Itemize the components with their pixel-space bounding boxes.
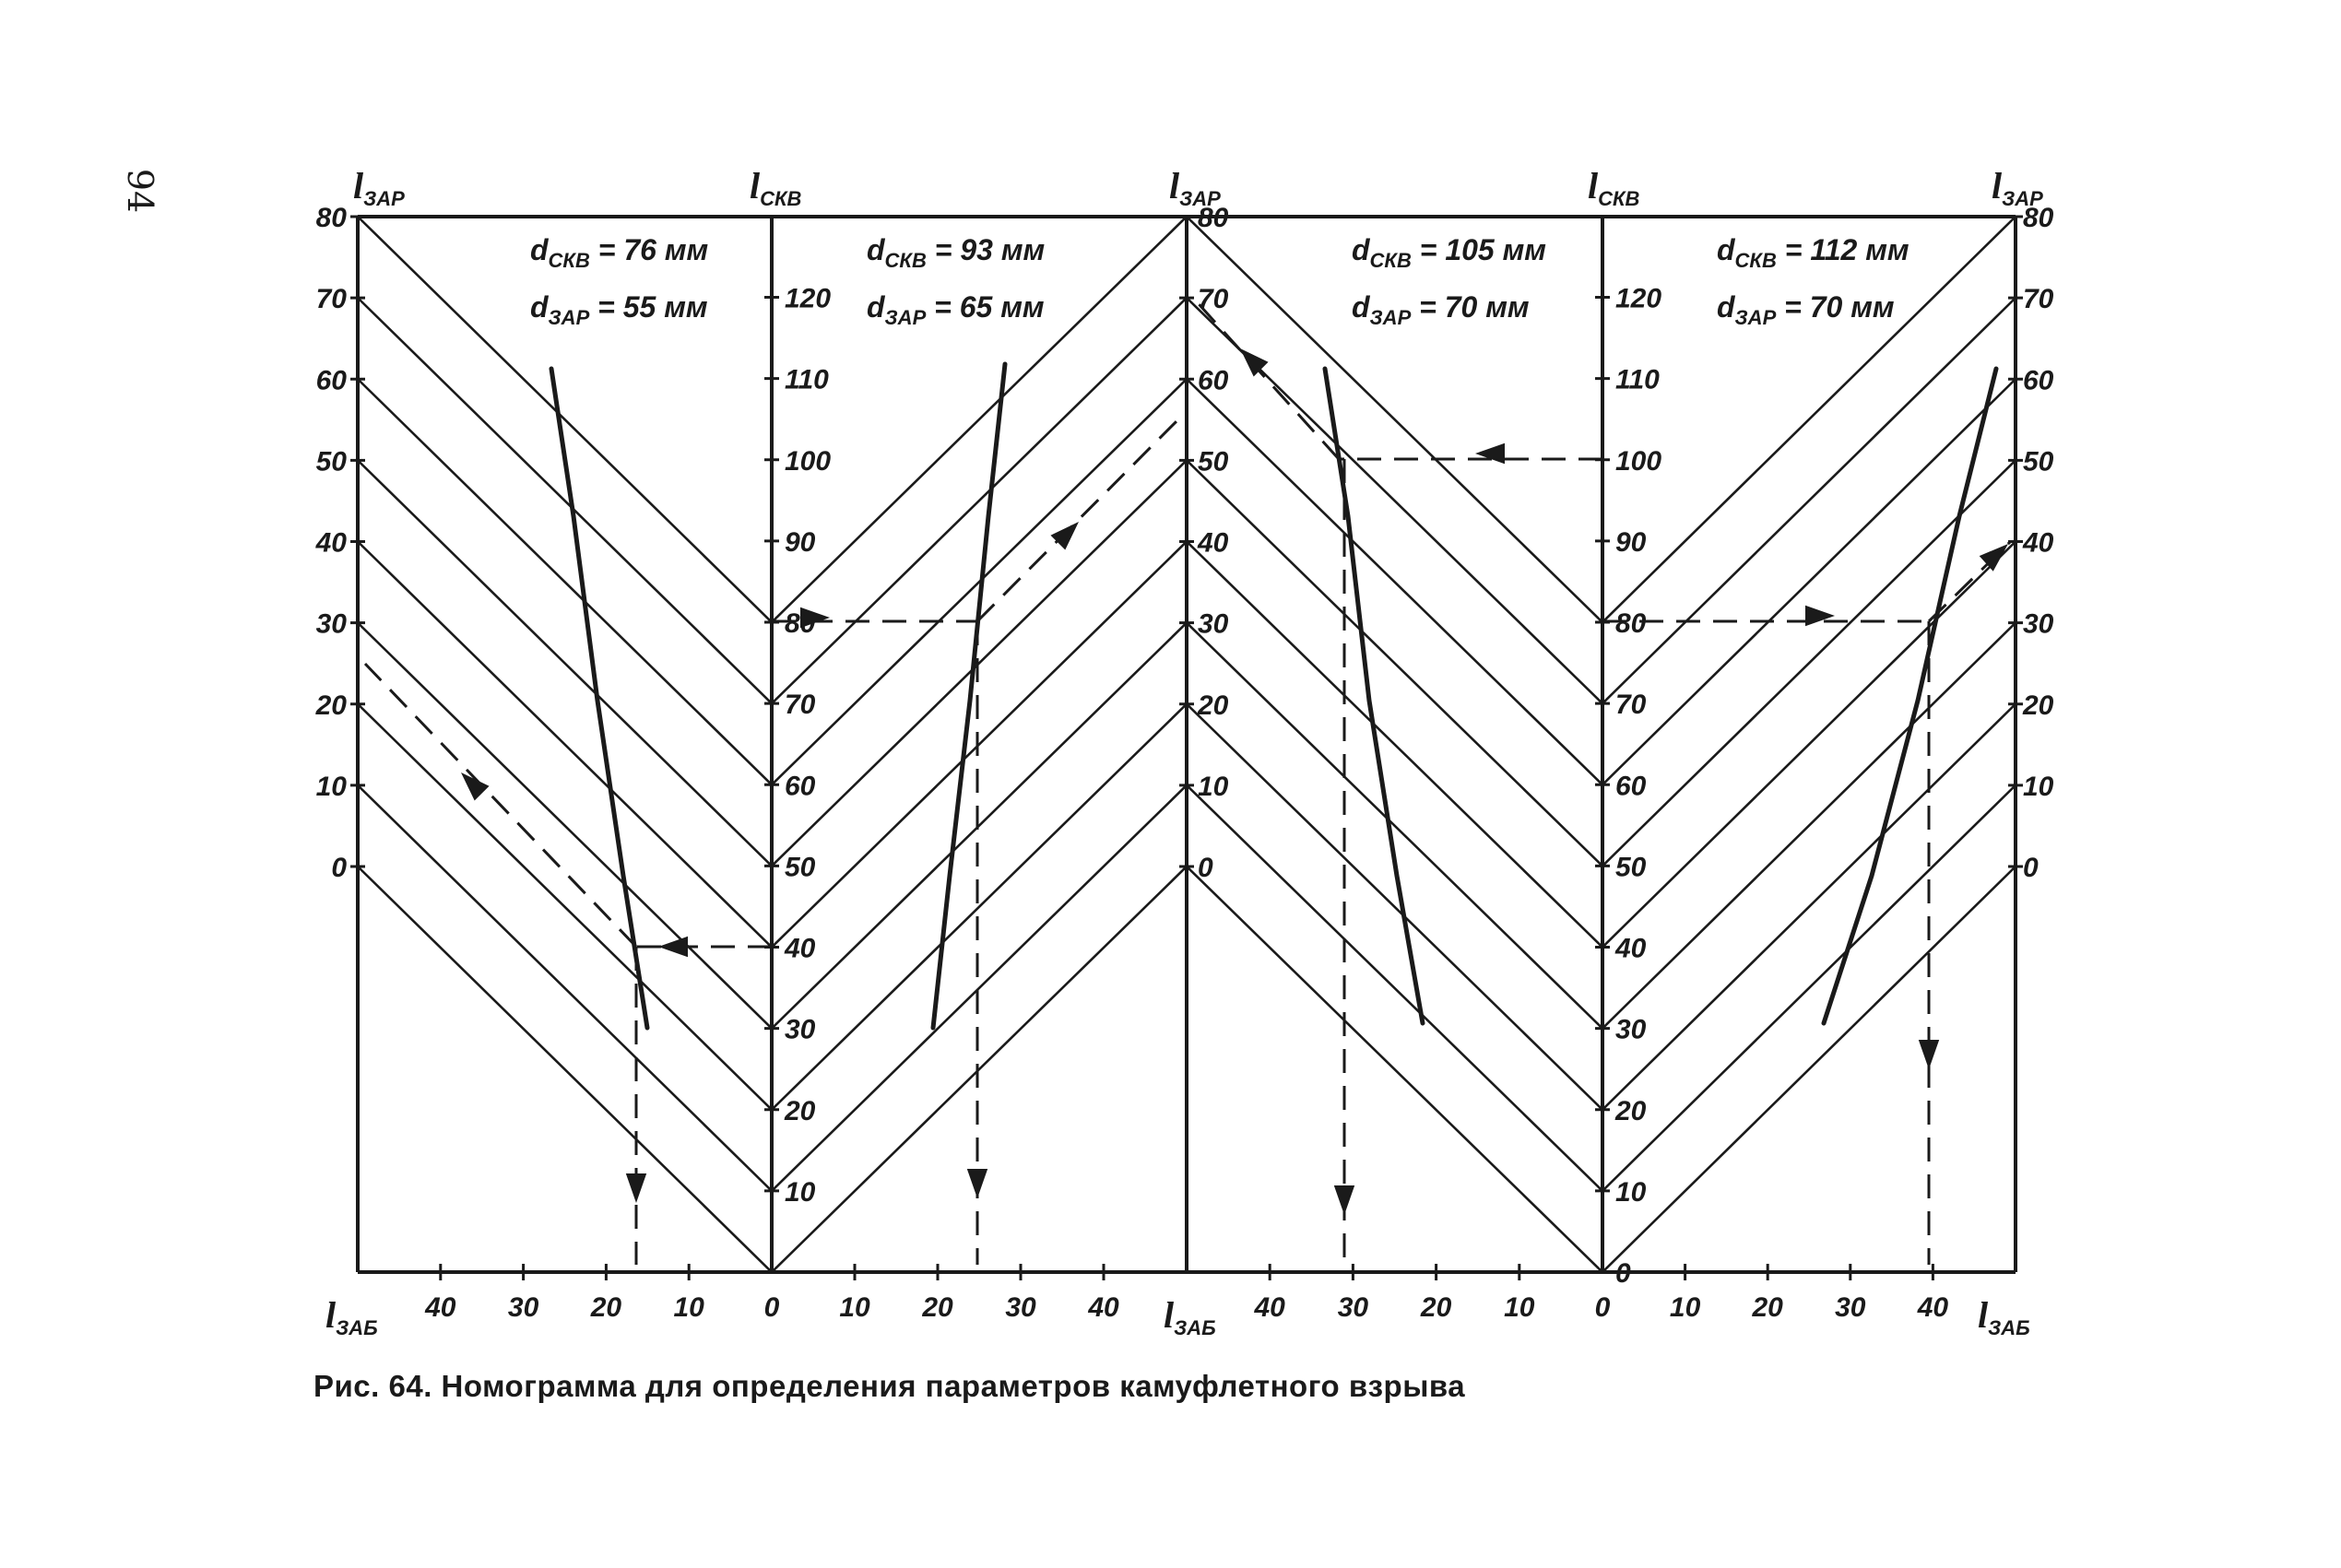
tick-label-zab-6: 20 — [922, 1292, 953, 1323]
tick-label-zar-center-80: 80 — [1198, 203, 1229, 233]
tick-label-zar-center-10: 10 — [1198, 771, 1229, 802]
tick-label-skv-3-50: 50 — [1615, 852, 1647, 883]
bold-curve-panel-4 — [1824, 369, 1996, 1023]
tick-label-zab-14: 10 — [1669, 1292, 1701, 1323]
axis-label-skv-1: $l_{СКВ}$ — [750, 165, 802, 210]
axis-label-zab-left: $l_{ЗАБ}$ — [325, 1294, 378, 1339]
nomogram-labels — [315, 165, 2054, 1339]
tick-label-skv-1-20: 20 — [785, 1095, 816, 1126]
bold-curve-panel-3 — [1325, 369, 1423, 1023]
tick-label-zab-0: 40 — [425, 1292, 456, 1323]
tick-label-zar-right-40: 40 — [2023, 527, 2054, 559]
panel-1-d-skv: $d_{СКВ} = 76$ мм — [530, 233, 709, 272]
tick-label-zab-9: 40 — [1254, 1292, 1285, 1323]
tick-label-zar-right-30: 30 — [2023, 608, 2054, 640]
tick-label-zar-right-0: 0 — [2023, 853, 2039, 883]
tick-label-zab-10: 30 — [1337, 1292, 1369, 1323]
tick-label-zar-left-30: 30 — [315, 608, 347, 640]
tick-label-zar-right-10: 10 — [2023, 771, 2054, 802]
axis-label-zab-right: $l_{ЗАБ}$ — [1978, 1294, 2030, 1339]
dashed-path-4 — [977, 415, 1183, 621]
axis-label-skv-2: $l_{СКВ}$ — [1588, 165, 1640, 210]
tick-label-zar-right-50: 50 — [2023, 446, 2054, 477]
tick-label-skv-3-0: 0 — [1615, 1258, 1631, 1289]
tick-label-skv-1-70: 70 — [785, 690, 816, 721]
tick-label-zar-right-80: 80 — [2023, 203, 2054, 233]
nomogram-frame — [358, 217, 2016, 1272]
tick-label-skv-1-50: 50 — [785, 852, 816, 883]
arrow-p2-diag — [1050, 522, 1079, 550]
panel-4-d-skv: $d_{СКВ} = 112$ мм — [1717, 233, 1909, 272]
tick-label-skv-3-30: 30 — [1615, 1014, 1647, 1045]
tick-label-skv-3-60: 60 — [1615, 771, 1647, 802]
tick-label-zab-11: 20 — [1420, 1292, 1452, 1323]
tick-label-skv-1-30: 30 — [785, 1014, 816, 1045]
tick-label-zar-left-40: 40 — [315, 527, 347, 559]
tick-label-zar-right-60: 60 — [2023, 365, 2054, 396]
tick-label-zab-8: 40 — [1088, 1292, 1119, 1323]
tick-label-skv-3-110: 110 — [1615, 364, 1660, 395]
tick-label-skv-3-40: 40 — [1615, 933, 1647, 964]
tick-label-zab-5: 10 — [839, 1292, 870, 1323]
tick-label-zab-13: 0 — [1594, 1292, 1611, 1323]
tick-label-zab-4: 0 — [763, 1292, 780, 1323]
tick-label-skv-1-90: 90 — [785, 526, 816, 558]
tick-label-zar-left-50: 50 — [315, 446, 347, 477]
axis-label-zar-right: $l_{ЗАР}$ — [1992, 165, 2043, 210]
arrow-p4-down — [1919, 1040, 1939, 1069]
axis-label-zar-left: $l_{ЗАР}$ — [353, 165, 405, 210]
tick-label-zab-15: 20 — [1752, 1292, 1783, 1323]
tick-label-skv-3-70: 70 — [1615, 690, 1647, 721]
arrow-p4-right — [1805, 606, 1835, 626]
axis-label-zar-center: $l_{ЗАР}$ — [1169, 165, 1221, 210]
tick-label-zar-right-70: 70 — [2023, 284, 2054, 315]
tick-label-zab-2: 20 — [590, 1292, 622, 1323]
tick-label-zab-16: 30 — [1835, 1292, 1866, 1323]
tick-label-zar-center-60: 60 — [1198, 365, 1229, 396]
panel-3-d-skv: $d_{СКВ} = 105$ мм — [1352, 233, 1546, 272]
tick-label-skv-3-100: 100 — [1615, 445, 1662, 477]
tick-label-skv-3-20: 20 — [1615, 1095, 1647, 1126]
panel-3-d-zar: $d_{ЗАР} = 70$ мм — [1352, 290, 1530, 329]
tick-label-zar-center-20: 20 — [1198, 690, 1229, 721]
tick-label-skv-1-110: 110 — [785, 364, 829, 395]
panel-1-d-zar: $d_{ЗАР} = 55$ мм — [530, 290, 708, 329]
tick-label-skv-1-120: 120 — [785, 283, 832, 314]
tick-label-zar-center-50: 50 — [1198, 446, 1229, 477]
bold-curve-panel-2 — [933, 364, 1005, 1028]
tick-label-skv-3-10: 10 — [1615, 1176, 1647, 1208]
tick-label-skv-1-80: 80 — [785, 608, 816, 639]
arrow-p3-left — [1475, 443, 1505, 464]
panel-2-d-zar: $d_{ЗАР} = 65$ мм — [867, 290, 1045, 329]
tick-label-zar-center-30: 30 — [1198, 608, 1229, 640]
tick-label-zar-center-40: 40 — [1198, 527, 1229, 559]
tick-label-zar-left-20: 20 — [315, 690, 347, 721]
figure-caption: Рис. 64. Номограмма для определения параметров камуфлетного взрыва — [313, 1369, 1466, 1403]
bold-curve-panel-1 — [551, 369, 647, 1028]
tick-label-skv-3-120: 120 — [1615, 283, 1662, 314]
tick-label-zar-left-60: 60 — [315, 365, 347, 396]
arrow-p1-left — [658, 937, 688, 957]
arrow-p3-down — [1334, 1185, 1354, 1215]
axis-label-zab-center: $l_{ЗАБ}$ — [1164, 1294, 1216, 1339]
tick-label-zar-center-70: 70 — [1198, 284, 1229, 315]
tick-label-skv-1-40: 40 — [785, 933, 816, 964]
tick-label-zab-17: 40 — [1917, 1292, 1949, 1323]
tick-label-zar-left-10: 10 — [315, 771, 347, 802]
tick-label-skv-3-90: 90 — [1615, 526, 1647, 558]
tick-label-zab-3: 10 — [673, 1292, 704, 1323]
tick-label-zab-7: 30 — [1005, 1292, 1036, 1323]
tick-label-zab-12: 10 — [1504, 1292, 1535, 1323]
arrowheads — [461, 348, 2008, 1215]
arrow-p2-down — [967, 1169, 987, 1198]
tick-label-zar-center-0: 0 — [1198, 853, 1213, 883]
tick-label-zar-right-20: 20 — [2023, 690, 2054, 721]
panel-2-d-skv: $d_{СКВ} = 93$ мм — [867, 233, 1046, 272]
tick-label-skv-3-80: 80 — [1615, 608, 1647, 639]
tick-label-zar-left-80: 80 — [315, 203, 347, 233]
tick-label-zab-1: 30 — [507, 1292, 539, 1323]
dashed-path-1 — [365, 664, 636, 947]
tick-label-skv-1-10: 10 — [785, 1176, 816, 1208]
tick-label-skv-1-100: 100 — [785, 445, 832, 477]
tick-label-zar-left-0: 0 — [331, 853, 347, 883]
panel-4-d-zar: $d_{ЗАР} = 70$ мм — [1717, 290, 1895, 329]
tick-label-zar-left-70: 70 — [315, 284, 347, 315]
tick-label-skv-1-60: 60 — [785, 771, 816, 802]
page-number: 94 — [120, 168, 161, 214]
arrow-p1-down — [626, 1173, 646, 1203]
